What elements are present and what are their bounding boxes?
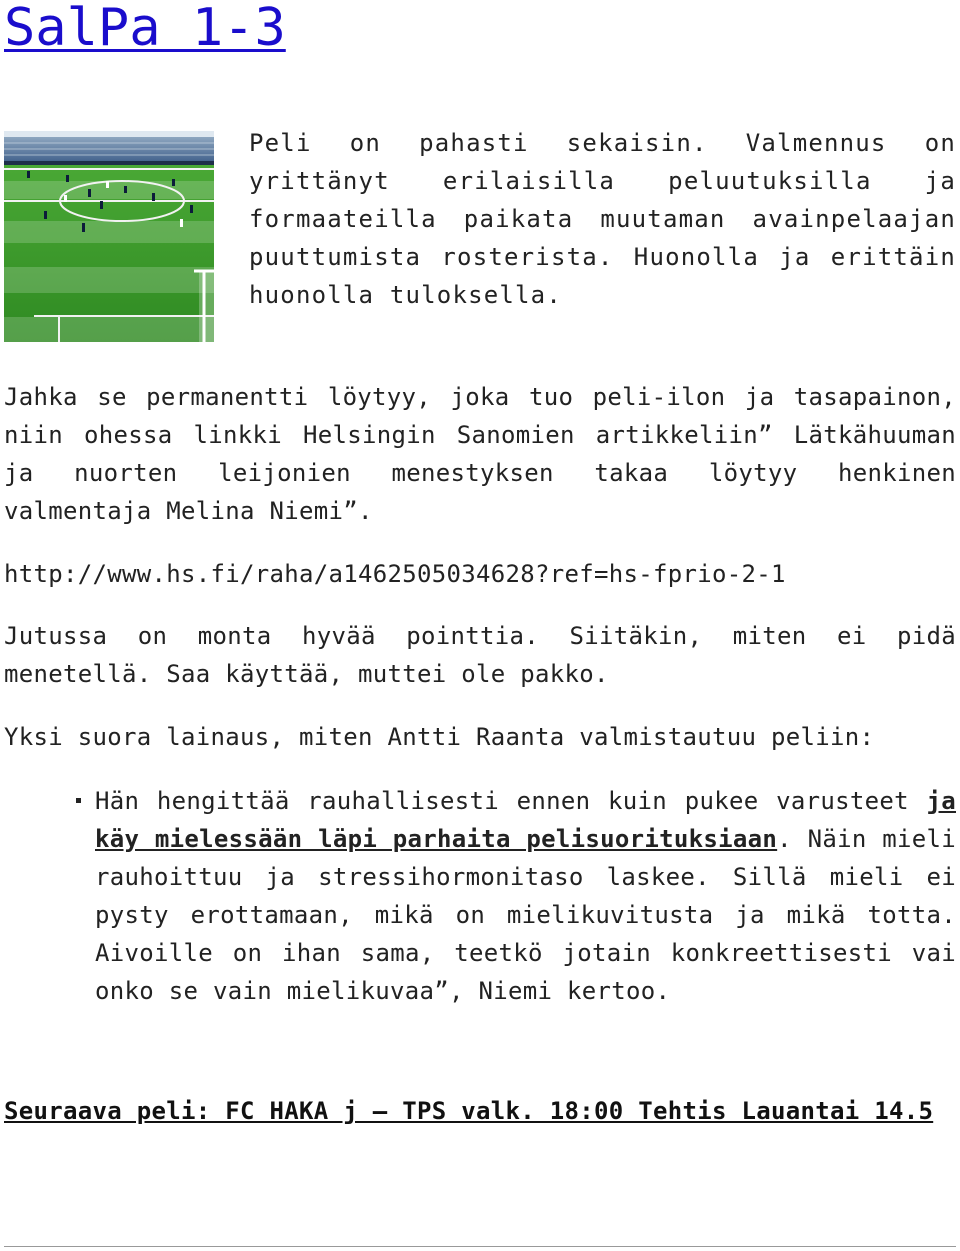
quote-list [95,782,956,1010]
football-pitch-photo [4,131,214,342]
hs-article-link[interactable]: http://www.hs.fi/raha/a1462505034628?ref=hs-fprio-2-1 [4,560,786,588]
article-link-line [4,555,956,593]
next-game-link[interactable]: Seuraava peli: FC HAKA j – TPS valk. 18:00 Tehtis Lauantai 14.5 [4,1097,934,1125]
quote-emphasis: ja käy mielessään läpi parhaita pelisuorituksiaan [95,787,956,853]
divider [4,1246,956,1247]
quote-text-after: . Näin mieli rauhoittuu ja stressihormonitaso laskee. Sillä mieli ei pysty erottamaan, mikä on mielikuvitusta ja mikä totta. Aivoille on ihan sama, teetkö jotain konkreettisesti vai onko se vain mielikuvaa”, Niemi kertoo. [95,825,956,1005]
paragraph-hs-article: Jahka se permanentti löytyy, joka tuo peli-ilon ja tasapainon, niin ohessa linkki Helsingin Sanomien artikkeliin” Lätkähuuman ja nuorten leijonien menestyksen takaa löytyy henkinen valmentaja Melina Niemi”. [4,383,956,525]
intro-paragraph: Peli on pahasti sekaisin. Valmennus on yrittänyt erilaisilla peluutuksilla ja formaateilla paikata muutaman avainpelaajan puuttumista rosterista. Huonolla ja erittäin huonolla tuloksella. [249,129,956,309]
paragraph-points: Jutussa on monta hyvää pointtia. Siitäkin, miten ei pidä menetellä. Saa käyttää, muttei ole pakko. [4,622,956,688]
quote-text-before: Hän hengittää rauhallisesti ennen kuin pukee varusteet [95,787,927,815]
quote-list-item [95,782,956,1010]
post-title-link[interactable]: SalPa 1-3 [4,0,286,58]
paragraph-quote-intro: Yksi suora lainaus, miten Antti Raanta valmistautuu peliin: [4,723,875,751]
bullet-square-icon [76,798,81,803]
